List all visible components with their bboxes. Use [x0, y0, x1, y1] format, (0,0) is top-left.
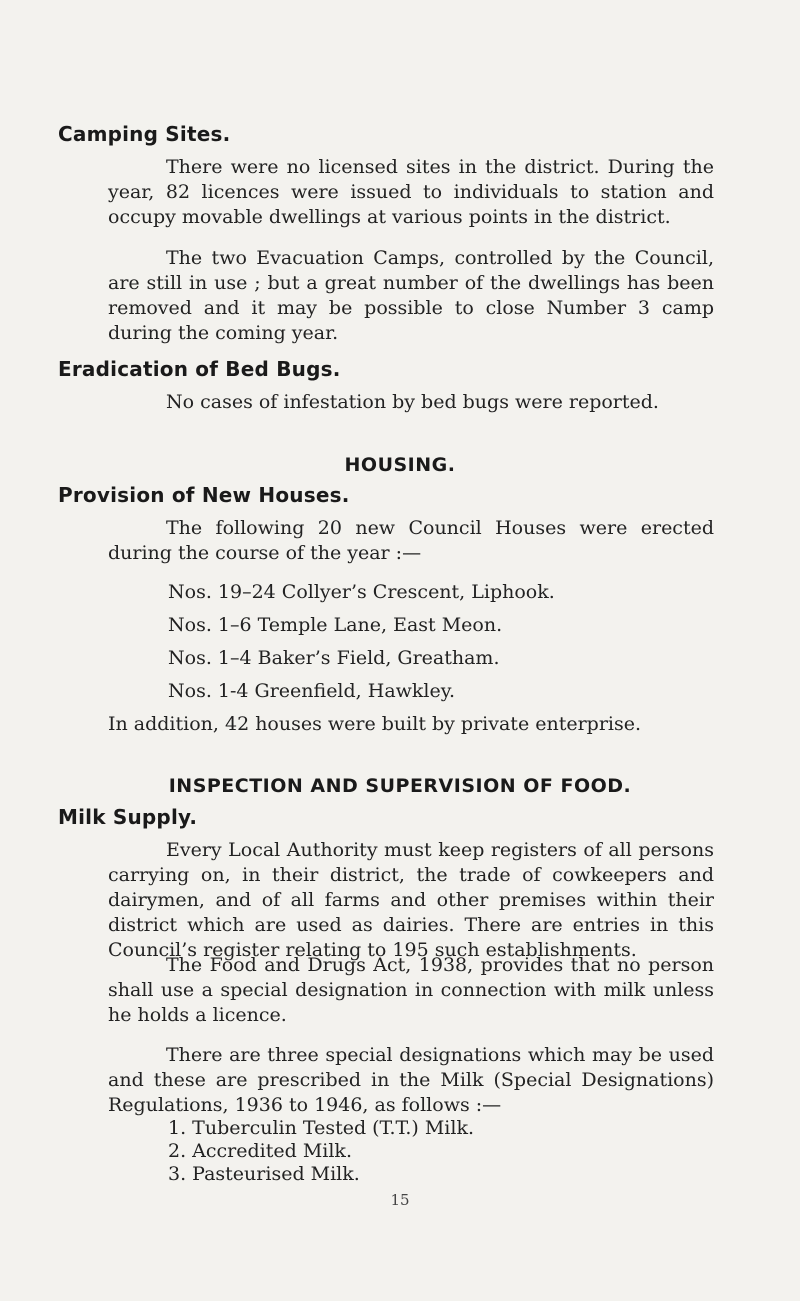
milk-supply-heading: Milk Supply. [58, 805, 198, 829]
milk-registers-paragraph: Every Local Authority must keep registers of all persons carrying on, in their district, the trade of cowkeepers and dairymen, and of all farms and other premises within their district which are used as dairies. There are entries in this Council’s register relating to 195 such establishments. [108, 839, 714, 961]
camping-paragraph-2: The two Evacuation Camps, controlled by the Council, are still in use ; but a great number of the dwellings has been removed and it may be possible to close Number 3 camp during the coming year. [108, 247, 714, 344]
designation-list-item: 1. Tuberculin Tested (T.T.) Milk. [168, 1117, 475, 1139]
food-inspection-heading: INSPECTION AND SUPERVISION OF FOOD. [168, 775, 632, 797]
special-designations-paragraph: There are three special designations which may be used and these are prescribed in the Milk (Special Designations) Regulations, 1936 to 1946, as follows :— [108, 1044, 714, 1116]
house-list-item: Nos. 1-4 Greenfield, Hawkley. [168, 680, 455, 702]
camping-paragraph-1: There were no licensed sites in the district. During the year, 82 licences were issued to individuals to station and occupy movable dwellings at various points in the district. [108, 156, 714, 228]
housing-heading: HOUSING. [344, 454, 456, 476]
camping-sites-heading: Camping Sites. [58, 122, 231, 146]
private-houses-paragraph: In addition, 42 houses were built by private enterprise. [108, 713, 642, 735]
bed-bugs-heading: Eradication of Bed Bugs. [58, 357, 341, 381]
housing-intro-paragraph: The following 20 new Council Houses were erected during the course of the year :— [108, 517, 714, 564]
house-list-item: Nos. 1–6 Temple Lane, East Meon. [168, 614, 503, 636]
new-houses-heading: Provision of New Houses. [58, 483, 350, 507]
page-number: 15 [390, 1191, 410, 1209]
house-list-item: Nos. 1–4 Baker’s Field, Greatham. [168, 647, 500, 669]
bed-bugs-paragraph: No cases of infestation by bed bugs were reported. [166, 391, 659, 413]
designation-list-item: 2. Accredited Milk. [168, 1140, 352, 1162]
house-list-item: Nos. 19–24 Collyer’s Crescent, Liphook. [168, 581, 555, 603]
designation-list-item: 3. Pasteurised Milk. [168, 1163, 360, 1185]
food-drugs-act-paragraph: The Food and Drugs Act, 1938, provides that no person shall use a special designation in connection with milk unless he holds a licence. [108, 954, 714, 1026]
